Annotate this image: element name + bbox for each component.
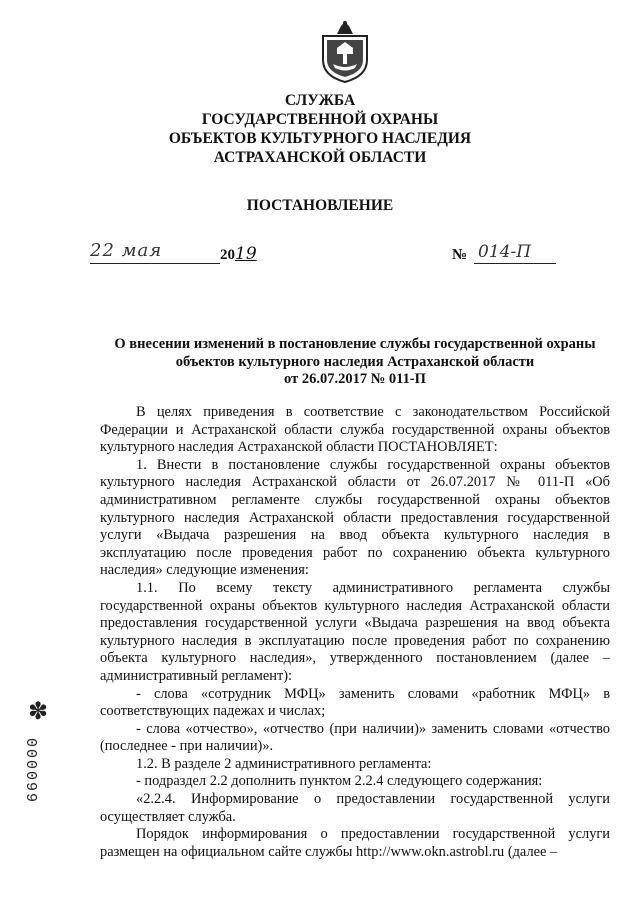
paragraph-preamble: В целях приведения в соответствие с законодательством Российской Федерации и Астраханской области служба государственной охраны объектов культурного наследия Астраханской области ПОСТАНОВЛЯЕТ: bbox=[100, 404, 610, 456]
serial-number: 000099 bbox=[22, 738, 39, 805]
subject-line-2: объектов культурного наследия Астраханской области bbox=[175, 353, 535, 370]
number-underline bbox=[474, 263, 556, 264]
document-type: ПОСТАНОВЛЕНИЕ bbox=[246, 197, 394, 214]
date-year bbox=[220, 244, 257, 264]
year-prefix: 20 bbox=[220, 247, 235, 263]
org-line-2: ГОСУДАРСТВЕННОЙ ОХРАНЫ bbox=[201, 111, 439, 128]
document-body bbox=[100, 404, 610, 861]
organization-name bbox=[0, 91, 640, 167]
paragraph-informing: Порядок информирования о предоставлении государственной услуги размещен на официальном сайте службы http://www.okn.astrobl.ru (далее – bbox=[100, 826, 610, 860]
serial-stamp bbox=[22, 699, 56, 830]
number-handwritten: 014-П bbox=[478, 242, 532, 262]
subject-line-3: от 26.07.2017 № 011-П bbox=[284, 371, 426, 387]
asterisk-icon: ✽ bbox=[28, 699, 49, 725]
org-line-3: ОБЪЕКТОВ КУЛЬТУРНОГО НАСЛЕДИЯ bbox=[168, 130, 472, 147]
number-sign: № bbox=[452, 247, 468, 263]
subject-line-1: О внесении изменений в постановление службы государственной охраны bbox=[114, 336, 596, 352]
document-subject bbox=[100, 336, 610, 389]
document-number bbox=[452, 240, 562, 264]
paragraph-bullet-3: - подраздел 2.2 дополнить пунктом 2.2.4 следующего содержания: bbox=[136, 773, 543, 790]
coat-of-arms-icon bbox=[319, 20, 371, 84]
paragraph-1-1: 1.1. По всему тексту административного регламента службы государственной охраны объектов культурного наследия Астраханской области предоставления государственной услуги «Выдача разрешения на ввод объекта культурного наследия в эксплуатацию после проведения работ по сохранению объекта культурного наследия», утвержденного постановлением (далее – административный регламент): bbox=[100, 579, 610, 684]
document-date bbox=[90, 240, 265, 264]
year-handwritten: 19 bbox=[235, 244, 257, 264]
paragraph-1-2: 1.2. В разделе 2 административного регламента: bbox=[136, 755, 432, 772]
date-underline bbox=[90, 263, 220, 264]
paragraph-2-2-4: «2.2.4. Информирование о предоставлении государственной услуги осуществляет служба. bbox=[100, 791, 610, 825]
org-line-1: СЛУЖБА bbox=[284, 92, 356, 109]
date-handwritten: 22 мая bbox=[90, 240, 163, 261]
paragraph-bullet-1: - слова «сотрудник МФЦ» заменить словами «работник МФЦ» в соответствующих падежах и числах; bbox=[100, 685, 610, 720]
paragraph-bullet-2: - слова «отчество», «отчество (при наличии)» заменить словами «отчество (последнее - при наличии)». bbox=[100, 720, 610, 755]
paragraph-1: 1. Внести в постановление службы государственной охраны объектов культурного наследия Астраханской области от 26.07.2017 № 011-П «Об административном регламенте службы государственной охраны объектов культурного наследия Астраханской области предоставления государственной услуги «Выдача разрешения на ввод объекта культурного наследия в эксплуатацию после проведения работ по сохранению объекта культурного наследия» следующие изменения: bbox=[100, 456, 610, 579]
org-line-4: АСТРАХАНСКОЙ ОБЛАСТИ bbox=[213, 149, 427, 166]
